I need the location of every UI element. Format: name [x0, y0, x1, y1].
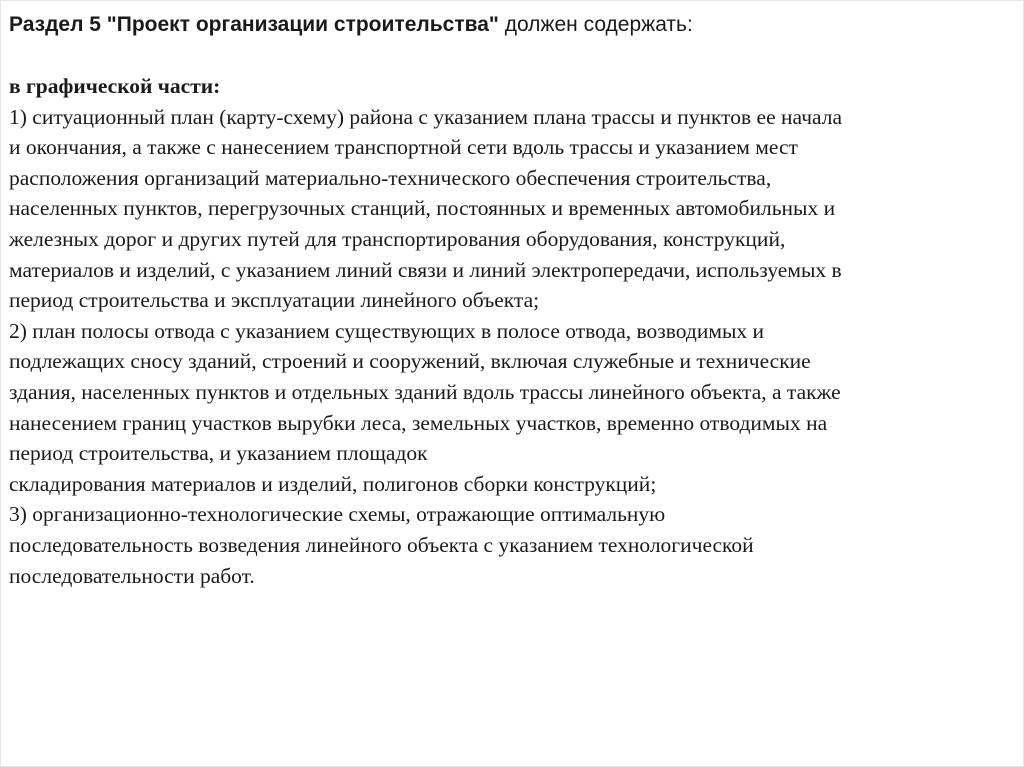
subheading: в графической части:: [9, 74, 221, 98]
text-line: подлежащих сносу зданий, строений и сооружений, включая служебные и технические: [9, 349, 811, 374]
text-line: складирования материалов и изделий, полигонов сборки конструкций;: [9, 471, 657, 496]
text-line: 1) ситуационный план (карту-схему) района с указанием плана трассы и пунктов ее начала: [9, 104, 843, 129]
text-line: 2) план полосы отвода с указанием существующих в полосе отвода, возводимых и: [9, 318, 765, 343]
text-line: и окончания, а также с нанесением транспортной сети вдоль трассы и указанием мест: [9, 135, 798, 160]
text-line: здания, населенных пунктов и отдельных зданий вдоль трассы линейного объекта, а также: [9, 379, 841, 404]
slide-title-bold: Раздел 5 "Проект организации строительства": [9, 13, 499, 36]
text-line: период строительства, и указанием площадок: [9, 441, 428, 466]
text-line: последовательности работ.: [9, 563, 255, 588]
text-line: 3) организационно-технологические схемы, отражающие оптимальную: [9, 502, 666, 527]
text-line: железных дорог и других путей для транспортирования оборудования, конструкций,: [9, 226, 786, 251]
text-line: последовательность возведения линейного объекта с указанием технологической: [9, 532, 754, 557]
slide-body: [9, 71, 1019, 591]
text-line: период строительства и эксплуатации линейного объекта;: [9, 288, 540, 313]
text-line: нанесением границ участков вырубки леса, земельных участков, временно отводимых на: [9, 410, 828, 435]
slide-title: [9, 10, 693, 40]
slide-title-normal: должен содержать:: [498, 13, 693, 36]
text-line: материалов и изделий, с указанием линий связи и линий электропередачи, используемых в: [9, 257, 842, 282]
text-line: расположения организаций материально-технического обеспечения строительства,: [9, 165, 772, 190]
text-line: населенных пунктов, перегрузочных станций, постоянных и временных автомобильных и: [9, 196, 836, 221]
